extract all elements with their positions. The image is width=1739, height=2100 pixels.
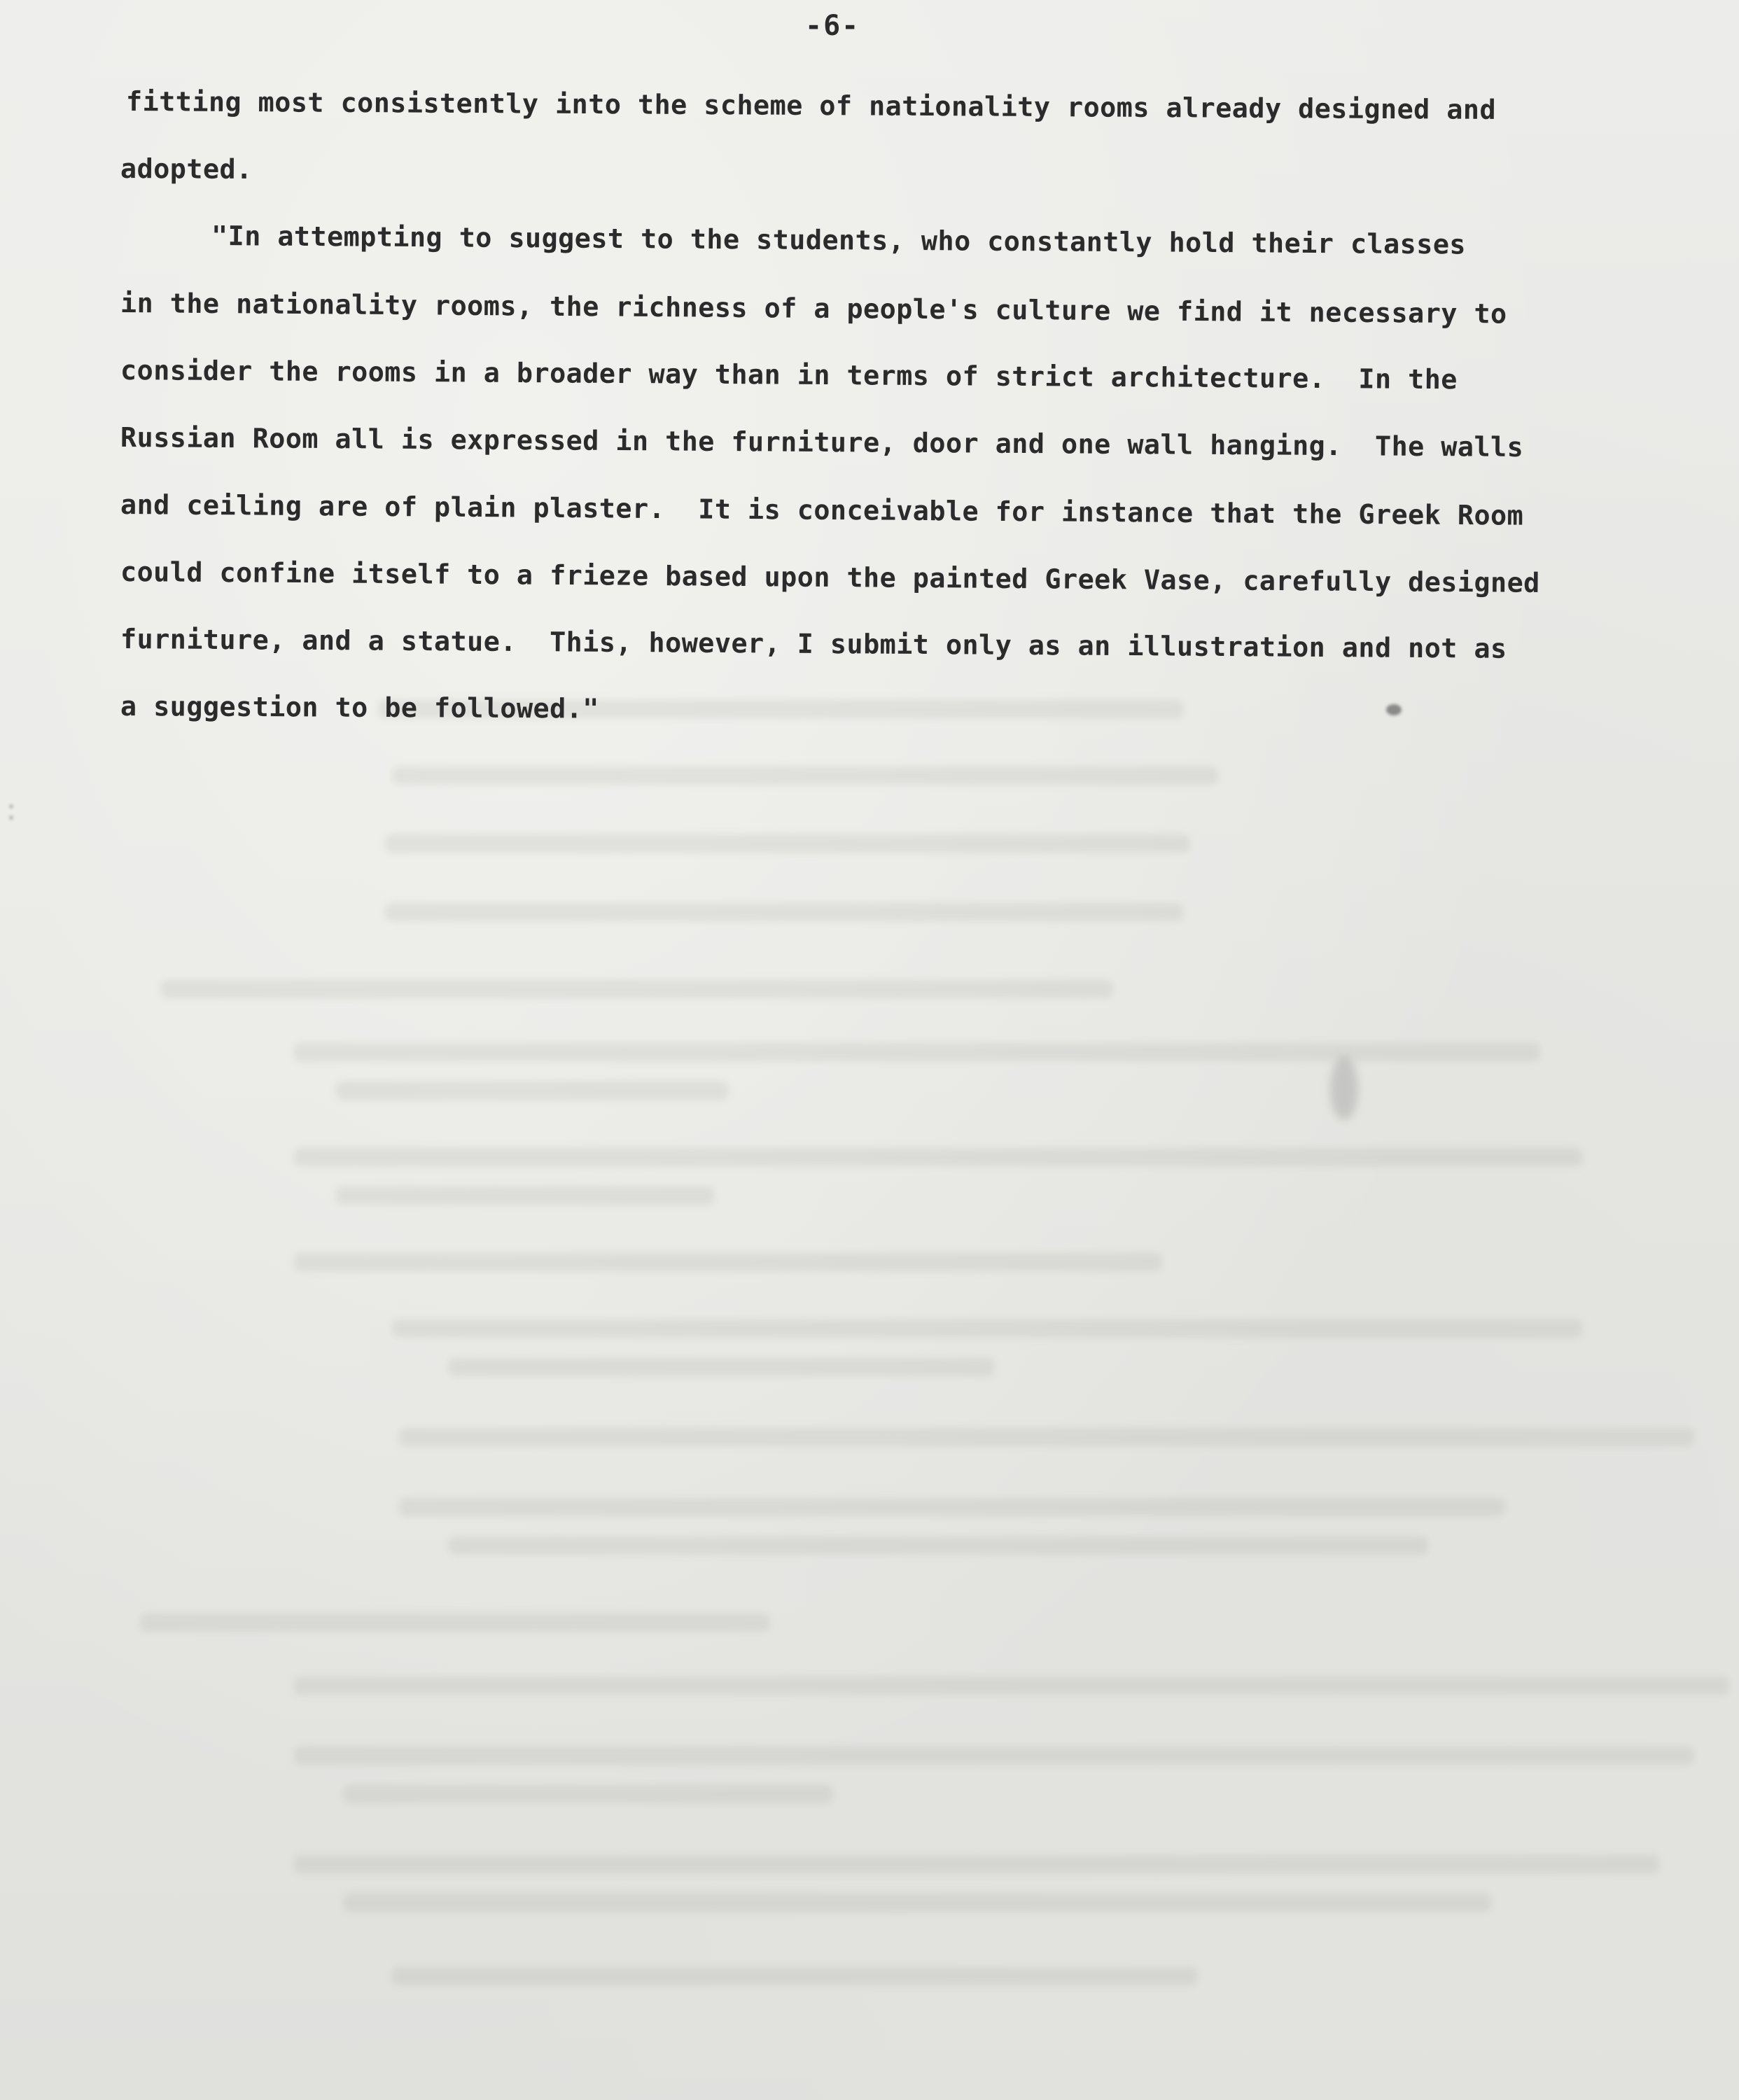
text-line: could confine itself to a frieze based upon the painted Greek Vase, carefully designed — [120, 556, 1540, 599]
stain — [1330, 1057, 1358, 1120]
text-line: fitting most consistently into the scheme of nationality rooms already designed and — [125, 86, 1497, 126]
body-text — [120, 69, 1626, 741]
show-through-line — [399, 1498, 1505, 1516]
show-through-line — [161, 980, 1113, 998]
show-through-line — [343, 1785, 833, 1803]
text-line: Russian Room all is expressed in the furniture, door and one wall hanging. The walls — [120, 422, 1524, 463]
show-through-line — [294, 1676, 1729, 1695]
show-through-line — [294, 1253, 1162, 1271]
text-line: adopted. — [120, 153, 253, 186]
ink-speck — [10, 816, 13, 819]
show-through-line — [392, 1967, 1197, 1985]
show-through-line — [336, 1186, 714, 1205]
text-line: "In attempting to suggest to the students, who constantly hold their classes — [211, 220, 1467, 261]
show-through-line — [392, 766, 1218, 785]
page-number: -6- — [805, 10, 860, 42]
text-line: in the nationality rooms, the richness of a people's culture we find it necessary to — [120, 288, 1507, 330]
show-through-line — [294, 1746, 1694, 1765]
show-through-line — [448, 1536, 1428, 1555]
show-through-line — [385, 834, 1190, 853]
show-through-line — [392, 1320, 1582, 1338]
text-line: consider the rooms in a broader way than in terms of strict architecture. In the — [120, 355, 1458, 396]
show-through-line — [294, 1043, 1540, 1061]
show-through-line — [336, 1082, 728, 1100]
show-through-line — [399, 1428, 1694, 1446]
ink-spot — [1386, 704, 1402, 715]
show-through-line — [448, 1358, 994, 1376]
show-through-line — [343, 1893, 1491, 1912]
ink-speck — [10, 805, 13, 808]
show-through-line — [294, 1855, 1659, 1873]
show-through-line — [140, 1614, 770, 1632]
show-through-line — [294, 1148, 1582, 1166]
text-line: furniture, and a statue. This, however, I submit only as an illustration and not as — [120, 624, 1507, 665]
show-through-line — [385, 903, 1183, 921]
text-line: a suggestion to be followed." — [120, 691, 599, 725]
text-line: and ceiling are of plain plaster. It is conceivable for instance that the Greek Room — [120, 489, 1524, 532]
